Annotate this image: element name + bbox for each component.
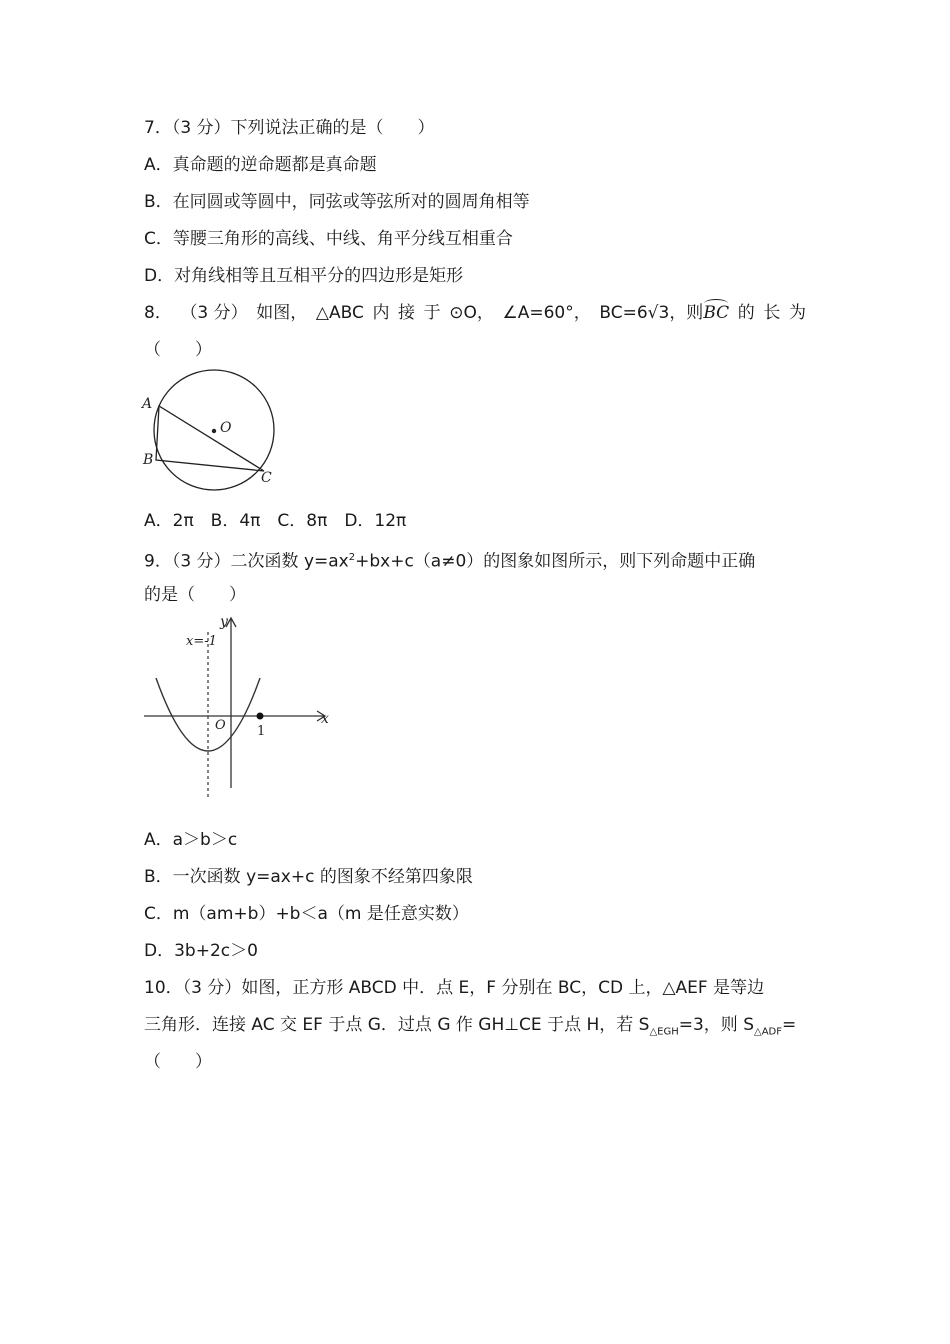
arc-bc: BC	[703, 303, 730, 323]
q7-option-c: C．等腰三角形的高线、中线、角平分线互相重合	[144, 229, 513, 249]
q10-answer-blank: （ ）	[144, 1052, 212, 1072]
q8-options: A．2π B．4π C．8π D．12π	[144, 511, 407, 531]
point-1	[257, 713, 264, 720]
label-b: B	[143, 452, 154, 468]
q10-stem: 10．（3 分）如图，正方形 ABCD 中．点 E，F 分别在 BC，CD 上，△AEF 是等边	[144, 978, 765, 998]
q9-stem: 9．（3 分）二次函数 $y=ax^2+bx+c(a\ne 0)$的图象如图所示，则下列命题中正确	[144, 551, 756, 572]
origin-label: O	[215, 718, 226, 733]
q9-parabola-figure	[140, 612, 340, 802]
x-label: x	[321, 711, 329, 727]
q8-answer-blank: （ ）	[144, 340, 212, 360]
q7-option-b: B．在同圆或等圆中，同弦或等弦所对的圆周角相等	[144, 192, 530, 212]
symmetry-label: x=-1	[186, 634, 217, 649]
q9-stem-cont: 的是（ ）	[144, 585, 246, 605]
q10-stem-cont: 三角形．连接 AC 交 EF 于点 G．过点 G 作 GH⊥CE 于点 H，若 $S_{\triangle EGH}=3$，则 $S_{\triangle ADF}=$	[144, 1015, 797, 1038]
one-label: 1	[257, 724, 266, 739]
label-a: A	[142, 396, 153, 412]
center-point-o	[212, 429, 216, 433]
q7-stem: 7．（3 分）下列说法正确的是（ ）	[144, 118, 435, 138]
radical-sqrt3: √3	[647, 303, 670, 323]
label-c: C	[261, 470, 272, 486]
q7-option-d: D．对角线相等且互相平分的四边形是矩形	[144, 266, 464, 286]
triangle-abc	[156, 406, 264, 471]
q9-option-a: A．a＞b＞c	[144, 830, 238, 850]
q8-stem: 8． （3 分） 如图， △ABC 内 接 于 ⊙O， ∠A=60°， BC=6√3，则BC 的 长 为	[144, 303, 806, 323]
q9-option-c: C．m（am+b）+b＜a（m 是任意实数）	[144, 904, 469, 924]
q7-option-a: A．真命题的逆命题都是真命题	[144, 155, 377, 175]
q9-option-d: D．3b+2c＞0	[144, 941, 258, 961]
label-o: O	[220, 420, 232, 436]
q8-circle-figure	[138, 368, 283, 498]
y-label: y	[220, 614, 228, 630]
q9-option-b: B．一次函数 y=ax+c 的图象不经第四象限	[144, 867, 473, 887]
